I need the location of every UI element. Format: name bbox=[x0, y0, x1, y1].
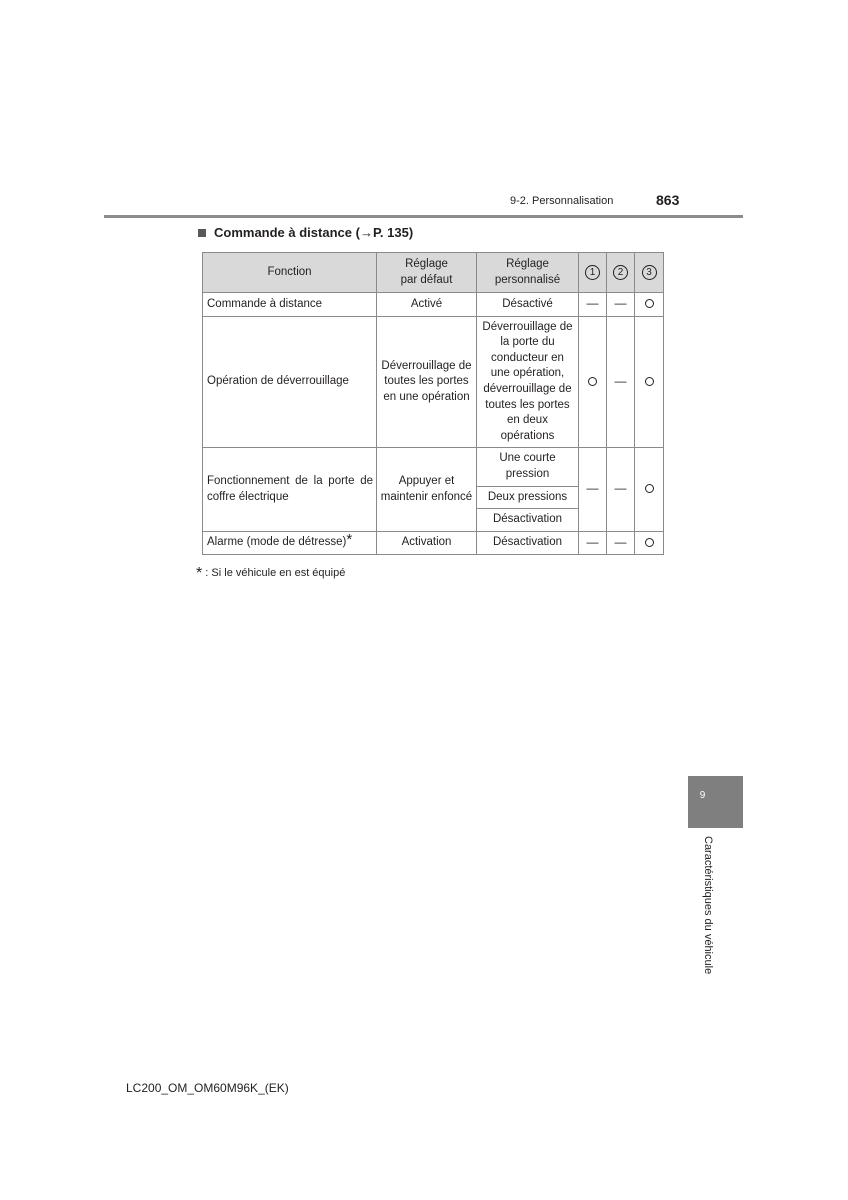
table-header-row bbox=[203, 253, 664, 293]
asterisk-mark: * bbox=[346, 531, 353, 549]
footnote-mark: * bbox=[196, 565, 203, 582]
cell-default: Déverrouillage de toutes les portes en une opération bbox=[377, 316, 477, 448]
header-col-3 bbox=[635, 253, 664, 293]
circled-number-1-icon: 1 bbox=[585, 265, 600, 280]
arrow-icon: → bbox=[359, 225, 373, 240]
circle-mark-icon bbox=[645, 484, 654, 493]
cell-custom-option: Une courte pression bbox=[477, 448, 579, 486]
circle-mark-icon bbox=[588, 377, 597, 386]
cell-col-2 bbox=[607, 531, 635, 555]
header-divider bbox=[104, 215, 743, 218]
cell-custom: Désactivé bbox=[477, 293, 579, 317]
dash-mark: — bbox=[614, 481, 627, 496]
cell-col-3 bbox=[635, 316, 664, 448]
cell-default: Activation bbox=[377, 531, 477, 555]
dash-mark: — bbox=[614, 534, 627, 549]
circle-mark-icon bbox=[645, 377, 654, 386]
page-number: 863 bbox=[656, 192, 680, 208]
dash-mark: — bbox=[614, 296, 627, 310]
document-code: LC200_OM_OM60M96K_(EK) bbox=[126, 1081, 289, 1095]
chapter-number: 9 bbox=[699, 790, 706, 801]
square-bullet-icon bbox=[198, 229, 206, 237]
page-reference-link[interactable]: P. 135) bbox=[372, 225, 414, 240]
dash-mark: — bbox=[586, 534, 599, 549]
cell-col-2 bbox=[607, 448, 635, 531]
section-title bbox=[198, 225, 413, 240]
chapter-label: Caractéristiques du véhicule bbox=[702, 836, 714, 975]
table-row bbox=[203, 316, 664, 448]
dash-mark: — bbox=[586, 481, 599, 496]
cell-col-2 bbox=[607, 293, 635, 317]
cell-col-3 bbox=[635, 293, 664, 317]
cell-function: Opération de déverrouillage bbox=[203, 316, 377, 448]
footnote-text: : Si le véhicule en est équipé bbox=[205, 567, 346, 579]
cell-custom: Déverrouillage de la porte du conducteur en une opération, déverrouillage de toutes les portes en deux opérations bbox=[477, 316, 579, 448]
chapter-tab[interactable] bbox=[688, 776, 743, 828]
section-title-prefix: Commande à distance ( bbox=[214, 225, 360, 240]
header-col-2 bbox=[607, 253, 635, 293]
cell-col-2 bbox=[607, 316, 635, 448]
circled-number-2-icon: 2 bbox=[613, 265, 628, 280]
cell-col-3 bbox=[635, 448, 664, 531]
circle-mark-icon bbox=[645, 299, 654, 308]
header-default: Réglage par défaut bbox=[377, 253, 477, 293]
cell-col-1 bbox=[579, 448, 607, 531]
footnote bbox=[196, 565, 345, 583]
section-heading: 9-2. Personnalisation bbox=[510, 195, 614, 207]
header-function: Fonction bbox=[203, 253, 377, 293]
dash-mark: — bbox=[586, 296, 599, 310]
circle-mark-icon bbox=[645, 538, 654, 547]
cell-col-1 bbox=[579, 293, 607, 317]
cell-function: Commande à distance bbox=[203, 293, 377, 317]
header-col-1 bbox=[579, 253, 607, 293]
cell-default: Activé bbox=[377, 293, 477, 317]
cell-custom: Désactivation bbox=[477, 531, 579, 555]
settings-table bbox=[202, 252, 664, 555]
table-row bbox=[203, 448, 664, 486]
circled-number-3-icon: 3 bbox=[642, 265, 657, 280]
cell-col-3 bbox=[635, 531, 664, 555]
cell-custom-option: Désactivation bbox=[477, 509, 579, 532]
cell-function: Alarme (mode de détresse)* bbox=[203, 531, 377, 555]
cell-function: Fonctionnement de la porte de coffre électrique bbox=[203, 448, 377, 531]
cell-custom-option: Deux pressions bbox=[477, 486, 579, 509]
cell-default: Appuyer et maintenir enfoncé bbox=[377, 448, 477, 531]
table-row bbox=[203, 293, 664, 317]
dash-mark: — bbox=[614, 373, 627, 388]
cell-col-1 bbox=[579, 316, 607, 448]
header-custom: Réglage personnalisé bbox=[477, 253, 579, 293]
table-row bbox=[203, 531, 664, 555]
cell-col-1 bbox=[579, 531, 607, 555]
